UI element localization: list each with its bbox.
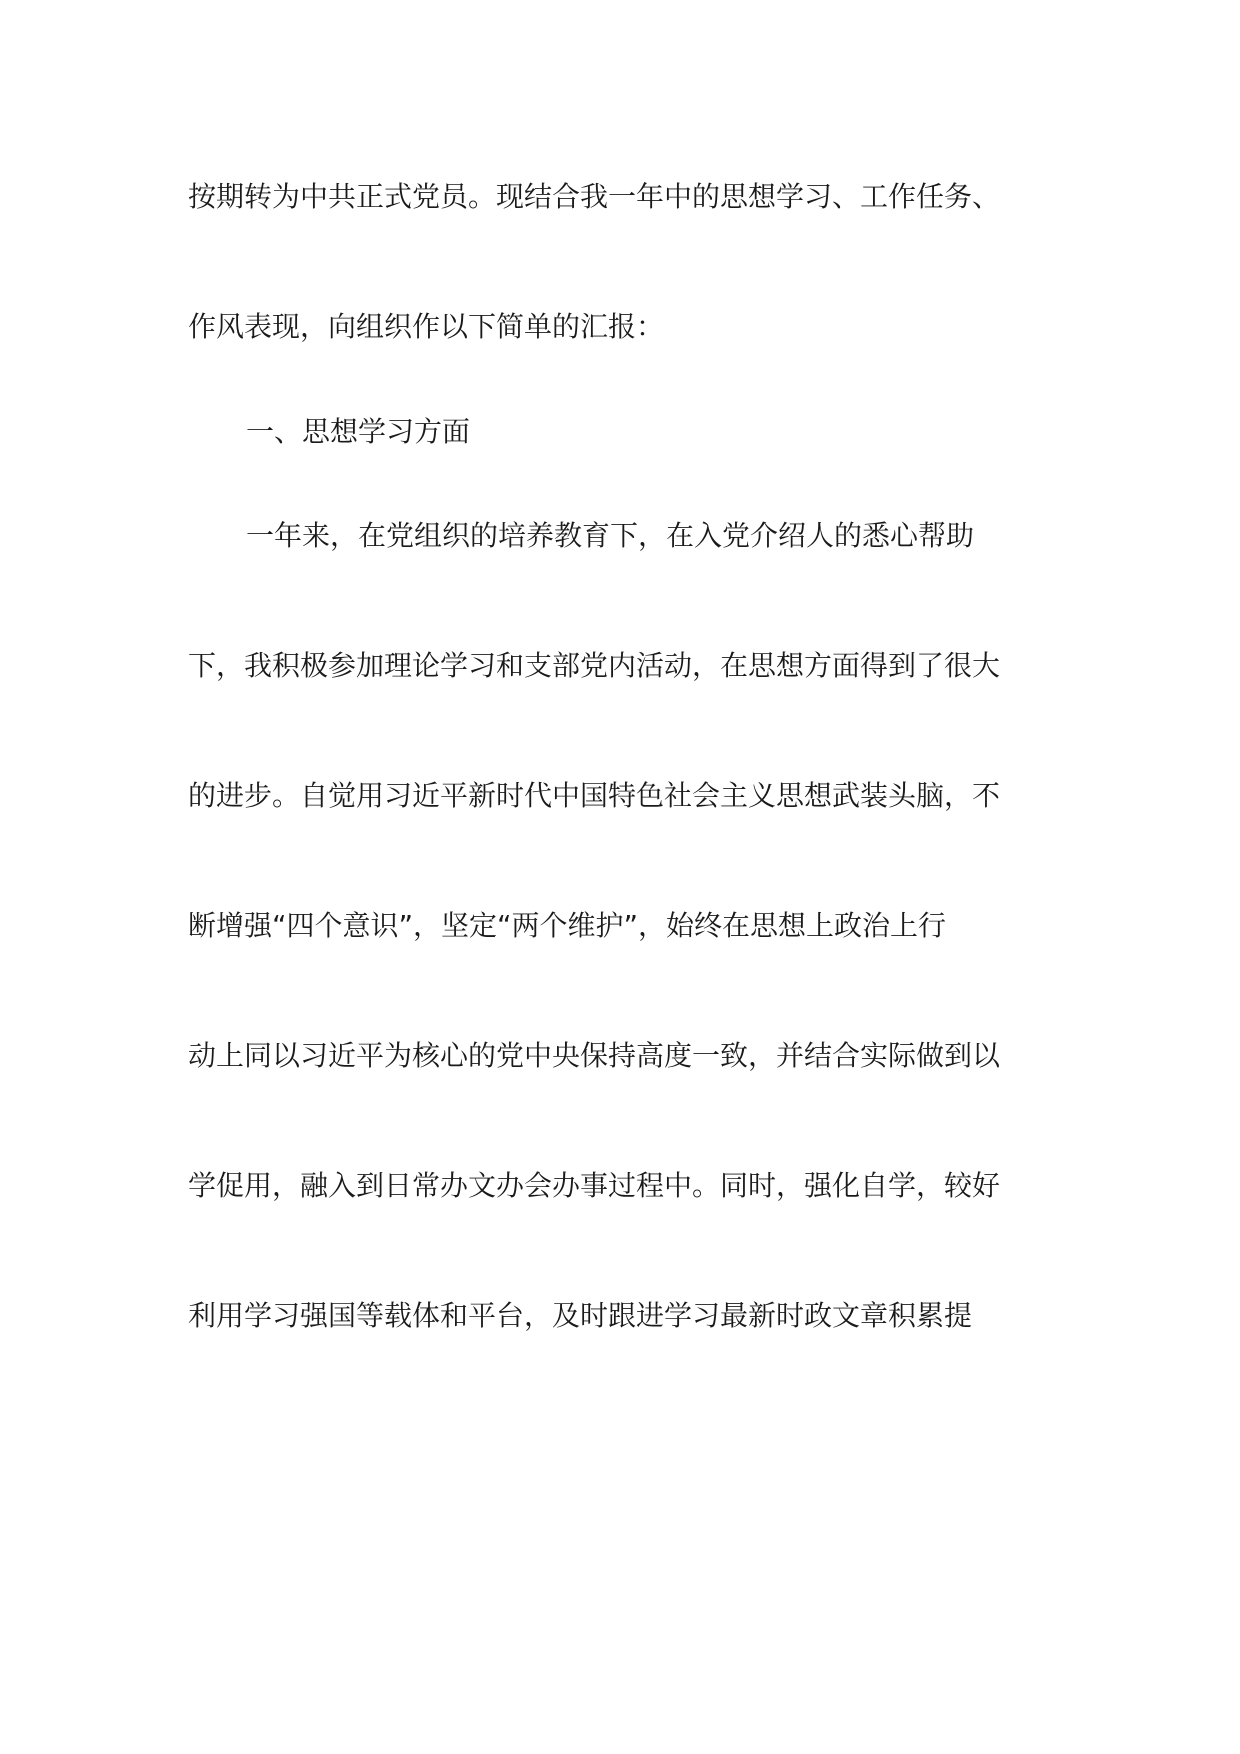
- paragraph-first-line: 一年来，在党组织的培养教育下，在入党介绍人的悉心帮助: [246, 519, 975, 552]
- section-heading: 一、思想学习方面: [246, 415, 471, 448]
- body-text-line: 学促用，融入到日常办文办会办事过程中。同时，强化自学，较好: [188, 1169, 1001, 1202]
- body-text-line: 按期转为中共正式党员。现结合我一年中的思想学习、工作任务、: [188, 180, 1001, 213]
- body-text-line: 利用学习强国等载体和平台，及时跟进学习最新时政文章积累提: [188, 1299, 973, 1332]
- body-text-line: 作风表现，向组织作以下简单的汇报：: [188, 310, 665, 343]
- body-text-line: 下，我积极参加理论学习和支部党内活动，在思想方面得到了很大: [188, 649, 1001, 682]
- body-text-line: 断增强“四个意识”，坚定“两个维护”，始终在思想上政治上行: [188, 909, 947, 942]
- body-text-line: 的进步。自觉用习近平新时代中国特色社会主义思想武装头脑，不: [188, 779, 1001, 812]
- body-text-line: 动上同以习近平为核心的党中央保持高度一致，并结合实际做到以: [188, 1039, 1001, 1072]
